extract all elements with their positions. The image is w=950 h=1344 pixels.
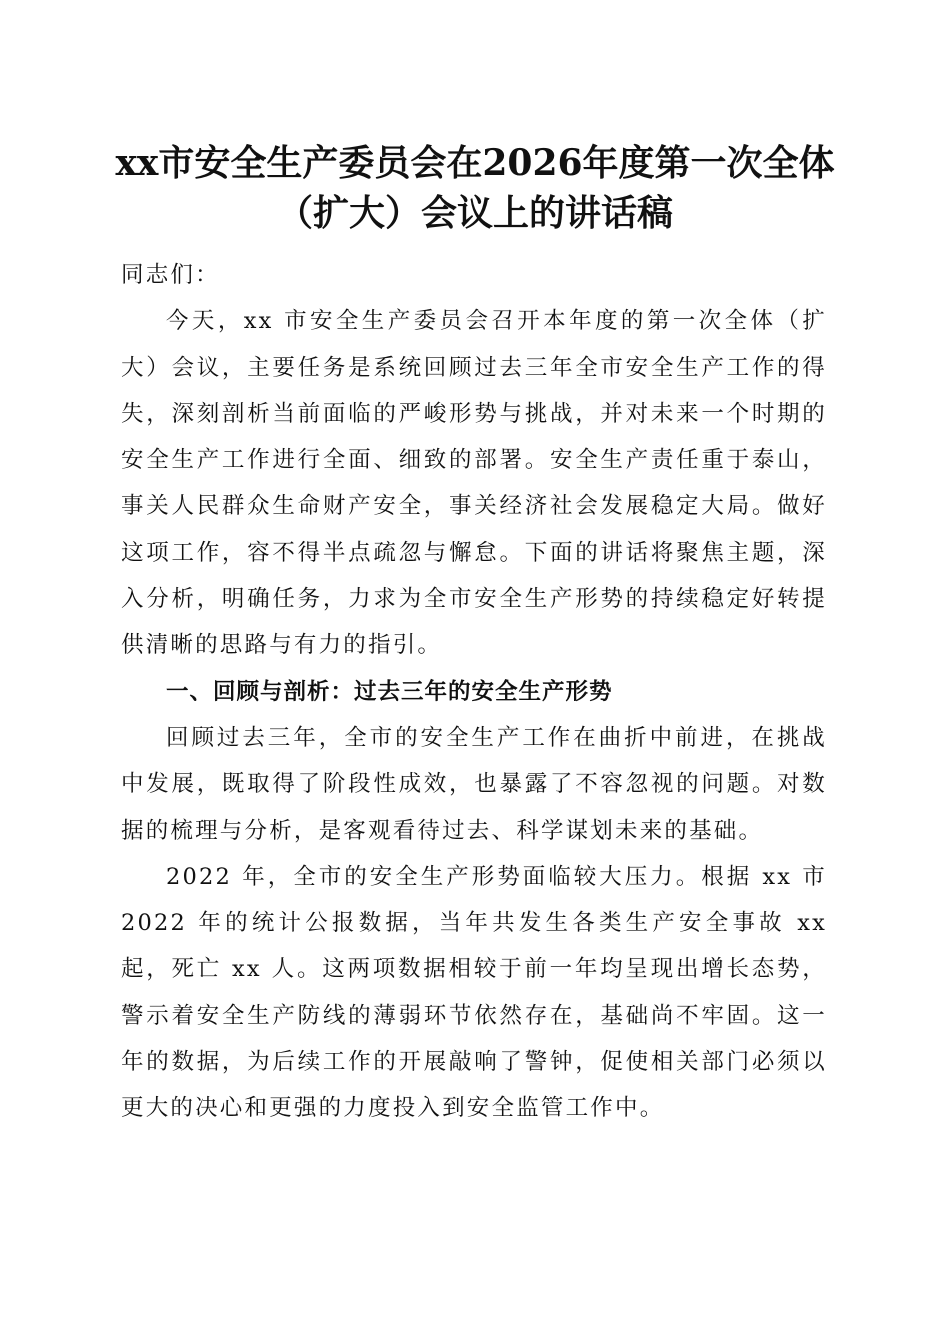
salutation: 同志们： bbox=[121, 262, 220, 288]
section-heading: 一、回顾与剖析：过去三年的安全生产形势 bbox=[166, 678, 613, 705]
intro-paragraph: 今天，xx 市安全生产委员会召开本年度的第一次全体（扩大）会议，主要任务是系统回顾过去三年全市安全生产工作的得失，深刻剖析当前面临的严峻形势与挑战，并对未来一个时期的安全生产工作进行全面、细致的部署。安全生产责任重于泰山，事关人民群众生命财产安全，事关经济社会发展稳定大局。做好这项工作，容不得半点疏忽与懈怠。下面的讲话将聚焦主题，深入分析，明确任务，力求为全市安全生产形势的持续稳定好转提供清晰的思路与有力的指引。 bbox=[121, 308, 827, 659]
title-line-1: xx市安全生产委员会在2026年度第一次全体 bbox=[115, 142, 835, 184]
document-title bbox=[100, 138, 850, 238]
document-body bbox=[121, 252, 827, 1132]
section-paragraph-1: 回顾过去三年，全市的安全生产工作在曲折中前进，在挑战中发展，既取得了阶段性成效，也暴露了不容忽视的问题。对数据的梳理与分析，是客观看待过去、科学谋划未来的基础。 bbox=[121, 724, 827, 844]
title-line-2: （扩大）会议上的讲话稿 bbox=[276, 192, 673, 234]
section-paragraph-2: 2022 年，全市的安全生产形势面临较大压力。根据 xx 市 2022 年的统计公报数据，当年共发生各类生产安全事故 xx 起，死亡 xx 人。这两项数据相较于前一年均呈现出增长态势，警示着安全生产防线的薄弱环节依然存在，基础尚不牢固。这一年的数据，为后续工作的开展敲响了警钟，促使相关部门必须以更大的决心和更强的力度投入到安全监管工作中。 bbox=[121, 863, 827, 1122]
